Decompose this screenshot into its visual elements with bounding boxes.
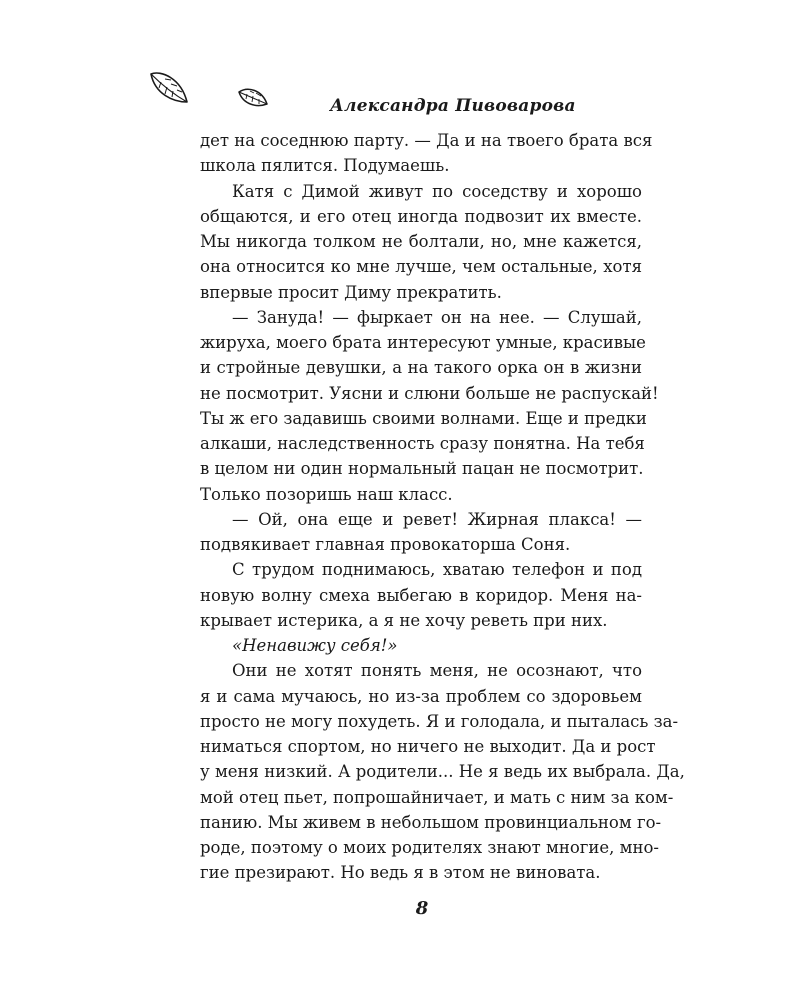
text-line: дет на соседнюю парту. — Да и на твоего брата вся bbox=[200, 131, 653, 150]
text-line: общаются, и его отец иногда подвозит их вместе. bbox=[200, 206, 642, 226]
text-line: школа пялится. Подумаешь. bbox=[200, 156, 450, 176]
page-number: 8 bbox=[415, 898, 429, 919]
text-line: новую волну смеха выбегаю в коридор. Меня на- bbox=[200, 585, 642, 605]
body-text bbox=[200, 128, 685, 886]
text-line: у меня низкий. А родители... Не я ведь их выбрала. Да, bbox=[200, 762, 685, 782]
text-line: Ты ж его задавишь своими волнами. Еще и предки bbox=[200, 408, 647, 428]
text-line: Мы никогда толком не болтали, но, мне кажется, bbox=[200, 232, 642, 251]
text-line: крывает истерика, а я не хочу реветь при них. bbox=[200, 610, 608, 630]
text-line: в целом ни один нормальный пацан не посмотрит. bbox=[200, 459, 644, 479]
text-line: не посмотрит. Уясни и слюни больше не распускай! bbox=[200, 383, 659, 403]
text-line: Катя с Димой живут по соседству и хорошо bbox=[232, 181, 642, 201]
text-line: и стройные девушки, а на такого орка он в жизни bbox=[200, 358, 642, 378]
italic-thought-line: «Ненавижу себя!» bbox=[232, 636, 398, 655]
text-line: Только позоришь наш класс. bbox=[200, 484, 453, 504]
text-line: роде, поэтому о моих родителях знают многие, мно- bbox=[200, 838, 659, 857]
text-line: она относится ко мне лучше, чем остальные, хотя bbox=[200, 257, 642, 277]
text-line: С трудом поднимаюсь, хватаю телефон и под bbox=[232, 560, 642, 580]
leaf-icon bbox=[147, 66, 191, 110]
text-line: алкаши, наследственность сразу понятна. На тебя bbox=[200, 434, 645, 453]
text-line: жируха, моего брата интересуют умные, красивые bbox=[200, 333, 646, 352]
text-line: Они не хотят понять меня, не осознают, что bbox=[232, 661, 642, 681]
text-line: панию. Мы живем в небольшом провинциальном го- bbox=[200, 812, 662, 832]
text-line: мой отец пьет, попрошайничает, и мать с ним за ком- bbox=[200, 787, 674, 807]
text-line: подвякивает главная провокаторша Соня. bbox=[200, 535, 571, 554]
text-line: впервые просит Диму прекратить. bbox=[200, 282, 502, 302]
text-line: — Зануда! — фыркает он на нее. — Слушай, bbox=[232, 307, 642, 327]
text-line: я и сама мучаюсь, но из-за проблем со здоровьем bbox=[200, 686, 642, 706]
leaf-icon bbox=[236, 84, 270, 114]
running-head: Александра Пивоварова bbox=[330, 96, 576, 116]
text-line: ниматься спортом, но ничего не выходит. Да и рост bbox=[200, 737, 656, 756]
text-line: — Ой, она еще и ревет! Жирная плакса! — bbox=[232, 509, 642, 529]
text-line: просто не могу похудеть. Я и голодала, и пыталась за- bbox=[200, 711, 679, 731]
text-line: гие презирают. Но ведь я в этом не виновата. bbox=[200, 863, 601, 883]
